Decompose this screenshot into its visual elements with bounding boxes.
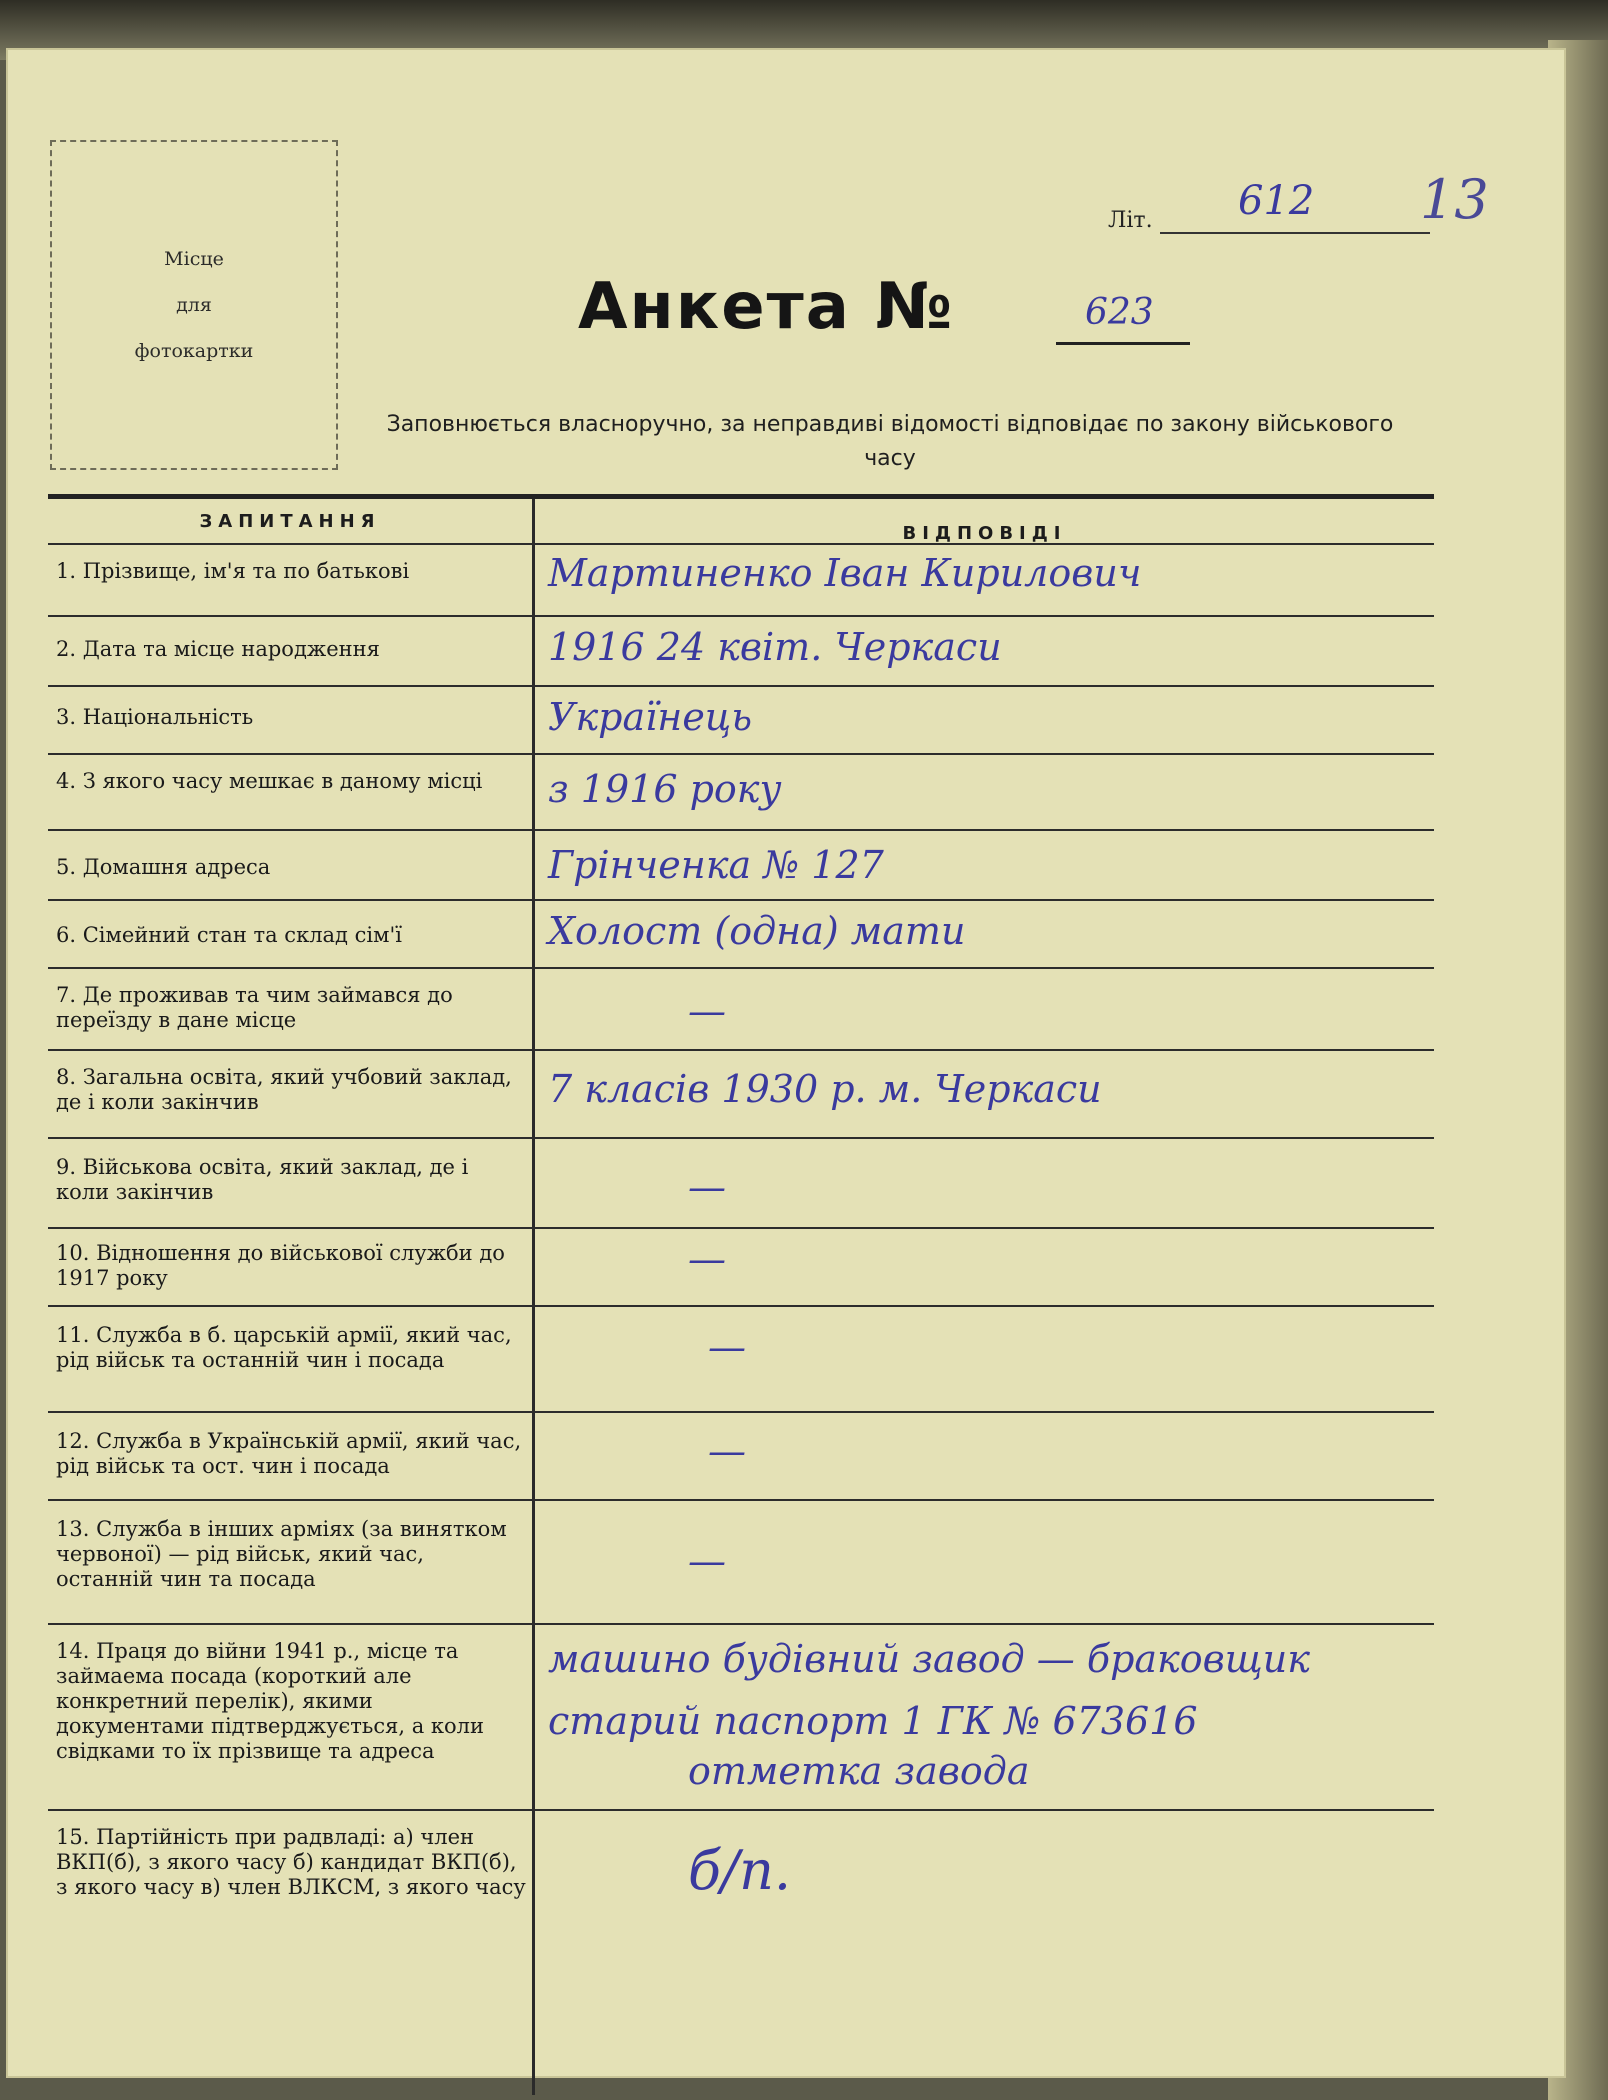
row-divider bbox=[48, 1623, 1434, 1625]
question-10: 10. Відношення до військової служби до 1917 року bbox=[56, 1241, 505, 1290]
row-divider bbox=[48, 543, 1434, 545]
answer-3: Українець bbox=[548, 695, 753, 739]
page-number: 13 bbox=[1420, 168, 1489, 231]
row-divider bbox=[48, 615, 1434, 617]
answer-12: — bbox=[708, 1429, 746, 1473]
column-divider bbox=[532, 499, 535, 2095]
question-11: 11. Служба в б. царській армії, який час, рід військ та останній чин і посада bbox=[56, 1323, 512, 1372]
row-divider bbox=[48, 1411, 1434, 1413]
answer-10: — bbox=[688, 1237, 726, 1281]
question-13: 13. Служба в інших арміях (за винятком червоної) — рід військ, який час, останній чин та посада bbox=[56, 1517, 507, 1591]
answer-5: Грінченка № 127 bbox=[548, 843, 884, 887]
answers-header: ВІДПОВІДІ bbox=[902, 522, 1067, 544]
answer-6: Холост (одна) мати bbox=[548, 909, 966, 953]
lit-underline bbox=[1160, 232, 1430, 234]
answer-15: б/п. bbox=[688, 1839, 792, 1902]
title-number: 623 bbox=[1085, 292, 1154, 333]
answer-2: 1916 24 квіт. Черкаси bbox=[548, 625, 1002, 669]
answer-11: — bbox=[708, 1325, 746, 1369]
row-divider bbox=[48, 967, 1434, 969]
row-divider bbox=[48, 1305, 1434, 1307]
row-divider bbox=[48, 829, 1434, 831]
title-number-underline bbox=[1056, 342, 1190, 345]
question-12: 12. Служба в Українській армії, який час, рід військ та ост. чин і посада bbox=[56, 1429, 522, 1478]
question-2: 2. Дата та місце народження bbox=[56, 637, 380, 661]
row-divider bbox=[48, 899, 1434, 901]
row-divider bbox=[48, 1137, 1434, 1139]
photo-box-line-3: фотокартки bbox=[134, 340, 254, 362]
question-5: 5. Домашня адреса bbox=[56, 855, 271, 879]
row-divider bbox=[48, 1227, 1434, 1229]
answer-9: — bbox=[688, 1165, 726, 1209]
row-divider bbox=[48, 685, 1434, 687]
questionnaire-table bbox=[48, 494, 1434, 2095]
row-divider bbox=[48, 1809, 1434, 1811]
question-6: 6. Сімейний стан та склад сім'ї bbox=[56, 923, 402, 947]
row-divider bbox=[48, 1499, 1434, 1501]
answer-7: — bbox=[688, 989, 726, 1033]
row-divider bbox=[48, 1049, 1434, 1051]
page-title: Анкета № bbox=[578, 270, 955, 344]
answer-14-line-2: старий паспорт 1 ГК № 673616 bbox=[548, 1699, 1198, 1743]
answer-4: з 1916 року bbox=[548, 767, 782, 811]
questions-header: ЗАПИТАННЯ bbox=[199, 510, 381, 532]
row-divider bbox=[48, 753, 1434, 755]
question-4: 4. З якого часу мешкає в даному місці bbox=[56, 769, 483, 793]
question-1: 1. Прізвище, ім'я та по батькові bbox=[56, 559, 410, 583]
question-9: 9. Військова освіта, який заклад, де і коли закінчив bbox=[56, 1155, 469, 1204]
form-instructions: Заповнюється власноручно, за неправдиві відомості відповідає по закону військового часу bbox=[386, 412, 1394, 471]
answer-14-line-3: отметка завода bbox=[688, 1749, 1030, 1793]
photo-placeholder-box bbox=[50, 140, 338, 470]
answer-13: — bbox=[688, 1539, 726, 1583]
answer-14-line-1: машино будівний завод — браковщик bbox=[548, 1637, 1310, 1681]
question-7: 7. Де проживав та чим займався до переїзду в дане місце bbox=[56, 983, 453, 1032]
question-14: 14. Праця до війни 1941 р., місце та займаема посада (короткий але конкретний перелік), якими документами підтверджується, а коли свідками то їх прізвище та адреса bbox=[56, 1639, 484, 1763]
photo-box-line-2: для bbox=[176, 294, 212, 316]
photo-box-line-1: Місце bbox=[164, 248, 224, 270]
answer-1: Мартиненко Іван Кирилович bbox=[548, 551, 1142, 595]
answer-8: 7 класів 1930 р. м. Черкаси bbox=[548, 1067, 1102, 1111]
question-8: 8. Загальна освіта, який учбовий заклад, де і коли закінчив bbox=[56, 1065, 512, 1114]
question-15: 15. Партійність при радвладі: а) член ВКП(б), з якого часу б) кандидат ВКП(б), з якого часу в) член ВЛКСМ, з якого часу bbox=[56, 1825, 526, 1899]
question-3: 3. Національність bbox=[56, 705, 254, 729]
lit-value: 612 bbox=[1238, 178, 1315, 224]
lit-label: Літ. bbox=[1108, 208, 1153, 233]
